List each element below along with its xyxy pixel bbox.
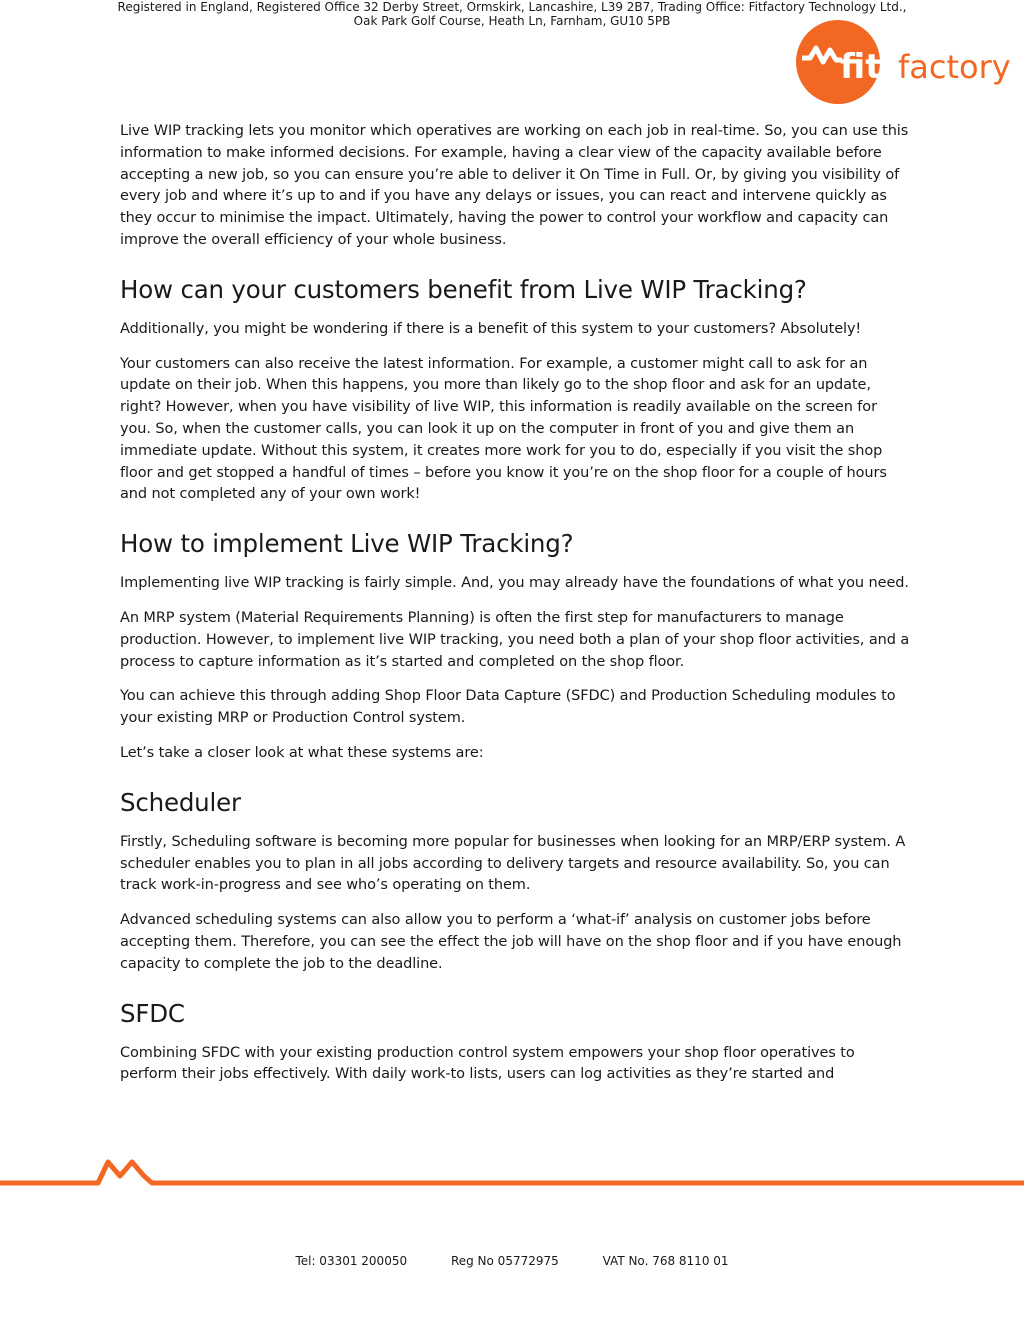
paragraph: Combining SFDC with your existing production control system empowers your shop floor operatives to perform their jobs effectively. With daily work-to lists, users can log activities as they’re started and [120, 1044, 855, 1083]
footer-address [0, 0, 1024, 28]
heading-customer-benefit: How can your customers benefit from Live WIP Tracking? [120, 274, 807, 304]
logo-text-factory: factory [898, 48, 1011, 86]
paragraph: Advanced scheduling systems can also allow you to perform a ‘what-if’ analysis on customer jobs before accepting them. Therefore, you can see the effect the job will have on the shop floor and if you have enough capacity to complete the job to the deadline. [120, 912, 902, 972]
paragraph: Your customers can also receive the latest information. For example, a customer might call to ask for an update on their job. When this happens, you more than likely go to the shop floor and ask for an update, right? However, when you have visibility of live WIP, this information is readily available on the screen for you. So, when the customer calls, you can look it up on the computer in front of you and give them an immediate update. Without this system, it creates more work for you to do, especially if you visit the shop floor and get stopped a handful of times – before you know it you’re on the shop floor for a couple of hours and not completed any of your own work! [120, 355, 887, 503]
heading-scheduler: Scheduler [120, 787, 241, 817]
paragraph: Additionally, you might be wondering if there is a benefit of this system to your customers? Absolutely! [120, 320, 862, 337]
footer-address-line2: Oak Park Golf Course, Heath Ln, Farnham, GU10 5PB [353, 14, 671, 28]
footer-reg: Reg No 05772975 [450, 1254, 559, 1268]
footer-vat: VAT No. 768 8110 01 [602, 1254, 729, 1268]
footer-contacts [0, 1254, 1024, 1268]
fitfactory-logo [792, 16, 1012, 106]
document-body [120, 121, 910, 1099]
heading-implement: How to implement Live WIP Tracking? [120, 529, 574, 559]
paragraph: Firstly, Scheduling software is becoming more popular for businesses when looking for an MRP/ERP system. A scheduler enables you to plan in all jobs according to delivery targets and resource availability. So, you can track work-in-progress and see who’s operating on them. [120, 833, 906, 894]
logo-text-fit: fit [840, 47, 882, 87]
paragraph: Let’s take a closer look at what these systems are: [120, 744, 484, 761]
heading-sfdc: SFDC [120, 998, 185, 1028]
intro-paragraph: Live WIP tracking lets you monitor which operatives are working on each job in real-time. So, you can use this information to make informed decisions. For example, having a clear view of the capacity available before accepting a new job, so you can ensure you’re able to deliver it On Time in Full. Or, by giving you visibility of every job and where it’s up to and if you have any delays or issues, you can react and intervene quickly as they occur to minimise the impact. Ultimately, having the power to control your workflow and capacity can improve the overall efficiency of your whole business. [120, 123, 909, 248]
footer-address-line1: Registered in England, Registered Office 32 Derby Street, Ormskirk, Lancashire, L39 2B7, Trading Office: Fitfactory Technology Ltd., [117, 0, 907, 14]
paragraph: You can achieve this through adding Shop Floor Data Capture (SFDC) and Production Scheduling modules to your existing MRP or Production Control system. [120, 688, 896, 727]
footer-wave-divider [0, 1148, 1024, 1198]
paragraph: Implementing live WIP tracking is fairly simple. And, you may already have the foundations of what you need. [120, 575, 909, 592]
paragraph: An MRP system (Material Requirements Planning) is often the first step for manufacturers to manage production. However, to implement live WIP tracking, you need both a plan of your shop floor activities, and a process to capture information as it’s started and completed on the shop floor. [120, 609, 910, 670]
footer-tel: Tel: 03301 200050 [295, 1254, 408, 1268]
